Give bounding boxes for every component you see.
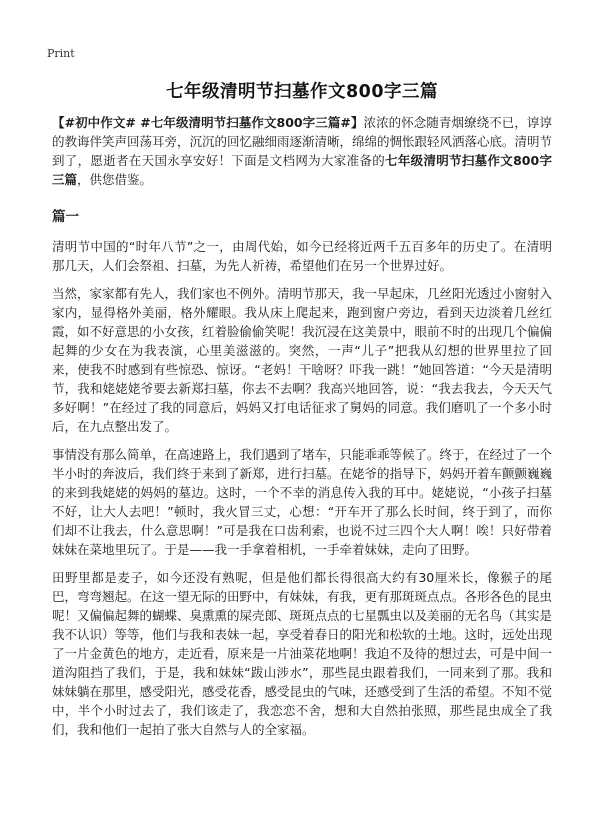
- body-paragraph-1: 清明节中国的“时年八节”之一，由周代始，如今已经将近两千五百多年的历史了。在清明那几天，人们会祭祖、扫墓，为先人祈祷，希望他们在另一个世界过好。: [52, 239, 552, 273]
- intro-paragraph: [52, 113, 552, 189]
- body-paragraph-2: 当然，家家都有先人，我们家也不例外。清明节那天，我一早起床，几丝阳光透过小窗射入家内，显得格外美丽，格外耀眼。我从床上爬起来，跑到窗户旁边，看到天边淡着几丝红霞，如不好意思的小女孩，红着脸偷偷笑呢！我沉浸在这美景中，眼前不时的出现几个偏偏起舞的少女在为我表演，心里美滋滋的。突然，一声“儿子”把我从幻想的世界里拉了回来，使我不时感到有些惊恐、惊讶。“老妈！干啥呀？吓我一跳！”她回答道：“今天是清明节，我和姥姥姥爷要去新郑扫墓，你去不去啊？我高兴地回答，说：“我去我去，今天天气多好啊！”在经过了我的同意后，妈妈又打电话征求了舅妈的同意。我们磨叽了一个多小时后，在九点整出发了。: [52, 286, 553, 434]
- body-paragraph-3: 事情没有那么简单，在高速路上，我们遇到了堵车，只能乖乖等候了。终于，在经过了一个半小时的奔波后，我们终于来到了新郑，进行扫墓。在姥爷的指导下，妈妈开着车颤颤巍巍的来到我姥姥的妈妈的墓边。这时，一个不幸的消息传入我的耳中。姥姥说，“小孩子扫墓不好，让大人去吧！”顿时，我火冒三丈，心想：“开车开了那么长时间，终于到了，而你们却不让我去，什么意思啊！”可是我在口齿利索，也说不过三四个大人啊！唉！只好带着妹妹在菜地里玩了。于是——我一手拿着相机，一手牵着妹妹，走向了田野。: [52, 447, 553, 557]
- page-title: 七年级清明节扫墓作文800字三篇: [165, 82, 439, 102]
- section-heading: 篇一: [52, 209, 79, 225]
- article: [52, 78, 552, 748]
- print-link[interactable]: Print: [47, 47, 75, 60]
- intro-tag[interactable]: 【#初中作文# #七年级清明节扫墓作文800字三篇#】: [52, 115, 364, 130]
- intro-bold-title: 七年级清明节扫墓作文800字三篇: [52, 153, 552, 187]
- intro-text-end: ，供您借鉴。: [77, 172, 153, 187]
- body-paragraph-4: 田野里都是麦子，如今还没有熟呢，但是他们都长得很高大约有30厘米长，像猴子的尾巴，弯弯翘起。在这一望无际的田野中，有妹妹，有我，更有那斑斑点点。各形各色的昆虫呢！又偏偏起舞的蝴蝶、臭熏熏的屎壳郎、斑斑点点的七星瓢虫以及美丽的无名鸟（其实是我不认识）等等，他们与我和表妹一起，享受着春日的阳光和松软的土地。这时，远处出现了一片金黄色的地方，走近看，原来是一片油菜花地啊！我迫不及待的想过去，可是中间一道沟阻挡了我们，于是，我和妹妹“跋山涉水”，那些昆虫跟着我们，一同来到了那。我和妹妹躺在那里，感受阳光，感受花香，感受昆虫的气味，还感受到了生活的希望。不知不觉中，半个小时过去了，我们该走了，我恋恋不舍，想和大自然拍张照，那些昆虫成全了我们，我和他们一起拍了张大自然与人的全家福。: [52, 570, 553, 737]
- intro-text: 浓浓的怀念随青烟缭绕不已，谆谆的教诲伴笑声回荡耳旁，沉沉的回忆融细雨逐渐清晰，绵绵的惆怅跟轻风洒落心底。清明节到了，愿逝者在天国永享安好！下面是文档网为大家准备的: [52, 115, 553, 168]
